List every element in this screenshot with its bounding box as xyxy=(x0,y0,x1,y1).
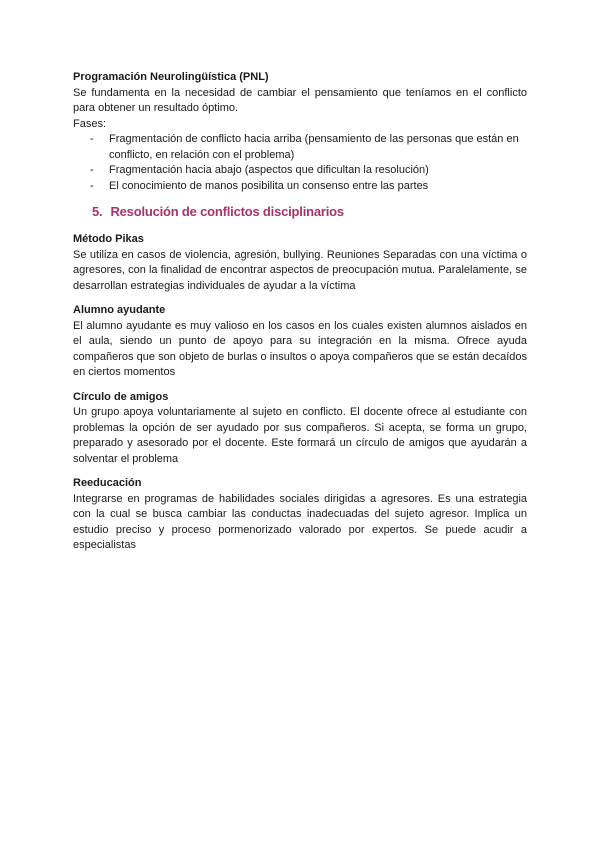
fase-text: El conocimiento de manos posibilita un consenso entre las partes xyxy=(109,179,429,192)
section-number: 5. xyxy=(92,204,103,219)
page-content xyxy=(73,70,527,563)
ayudante-body: El alumno ayudante es muy valioso en los casos en los cuales existen alumnos aislados en el aula, siendo un punto de apoyo para su integración en la misma. Ofrece ayuda compañeros que son objeto de burlas o insultos o apoya compañeros que se están decaídos en ciertos momentos xyxy=(73,319,527,378)
section-circulo xyxy=(73,390,527,468)
fases-list xyxy=(73,132,527,194)
section-reeducacion xyxy=(73,476,527,554)
section-pnl xyxy=(73,70,527,194)
reeducacion-title: Reeducación xyxy=(73,477,142,489)
pikas-title: Método Pikas xyxy=(73,233,144,245)
circulo-title: Círculo de amigos xyxy=(73,390,169,403)
pnl-body: Se fundamenta en la necesidad de cambiar el pensamiento que teníamos en el conflicto para obtener un resultado óptimo. xyxy=(73,86,527,114)
section-ayudante xyxy=(73,303,527,381)
fases-label: Fases: xyxy=(73,117,107,130)
list-item xyxy=(73,132,527,163)
section-pikas xyxy=(73,232,527,294)
list-item xyxy=(73,163,527,179)
dash-bullet: - xyxy=(90,179,94,192)
dash-bullet: - xyxy=(90,133,94,145)
fase-text: Fragmentación de conflicto hacia arriba (pensamiento de las personas que están en conflicto, en relación con el problema) xyxy=(109,133,519,161)
pikas-body: Se utiliza en casos de violencia, agresión, bullying. Reuniones Separadas con una víctima o agresores, con la finalidad de encontrar aspectos de preocupación mutua. Paralelamente, se desarrollan estrategias individuales de ayudar a la víctima xyxy=(73,248,527,292)
ayudante-title: Alumno ayudante xyxy=(73,304,166,316)
section-title: Resolución de conflictos disciplinarios xyxy=(110,204,344,219)
section-heading xyxy=(92,204,527,220)
circulo-body: Un grupo apoya voluntariamente al sujeto en conflicto. El docente ofrece al estudiante con problemas la opción de ser ayudado por sus compañeros. Si acepta, se forma un grupo, preparado y asesorado por el docente. Este formará un círculo de amigos que ayudarán a solventar el problema xyxy=(73,406,527,465)
reeducacion-body: Integrarse en programas de habilidades sociales dirigidas a agresores. Es una estrategia con la cual se busca cambiar las conductas inadecuadas del sujeto agresor. Implica un estudio preciso y proceso pormenorizado valorado por expertos. Se puede acudir a especialistas xyxy=(73,492,527,551)
fase-text: Fragmentación hacia abajo (aspectos que dificultan la resolución) xyxy=(109,164,429,176)
list-item xyxy=(73,179,527,195)
pnl-title: Programación Neurolingüística (PNL) xyxy=(73,71,269,83)
dash-bullet: - xyxy=(90,164,94,176)
